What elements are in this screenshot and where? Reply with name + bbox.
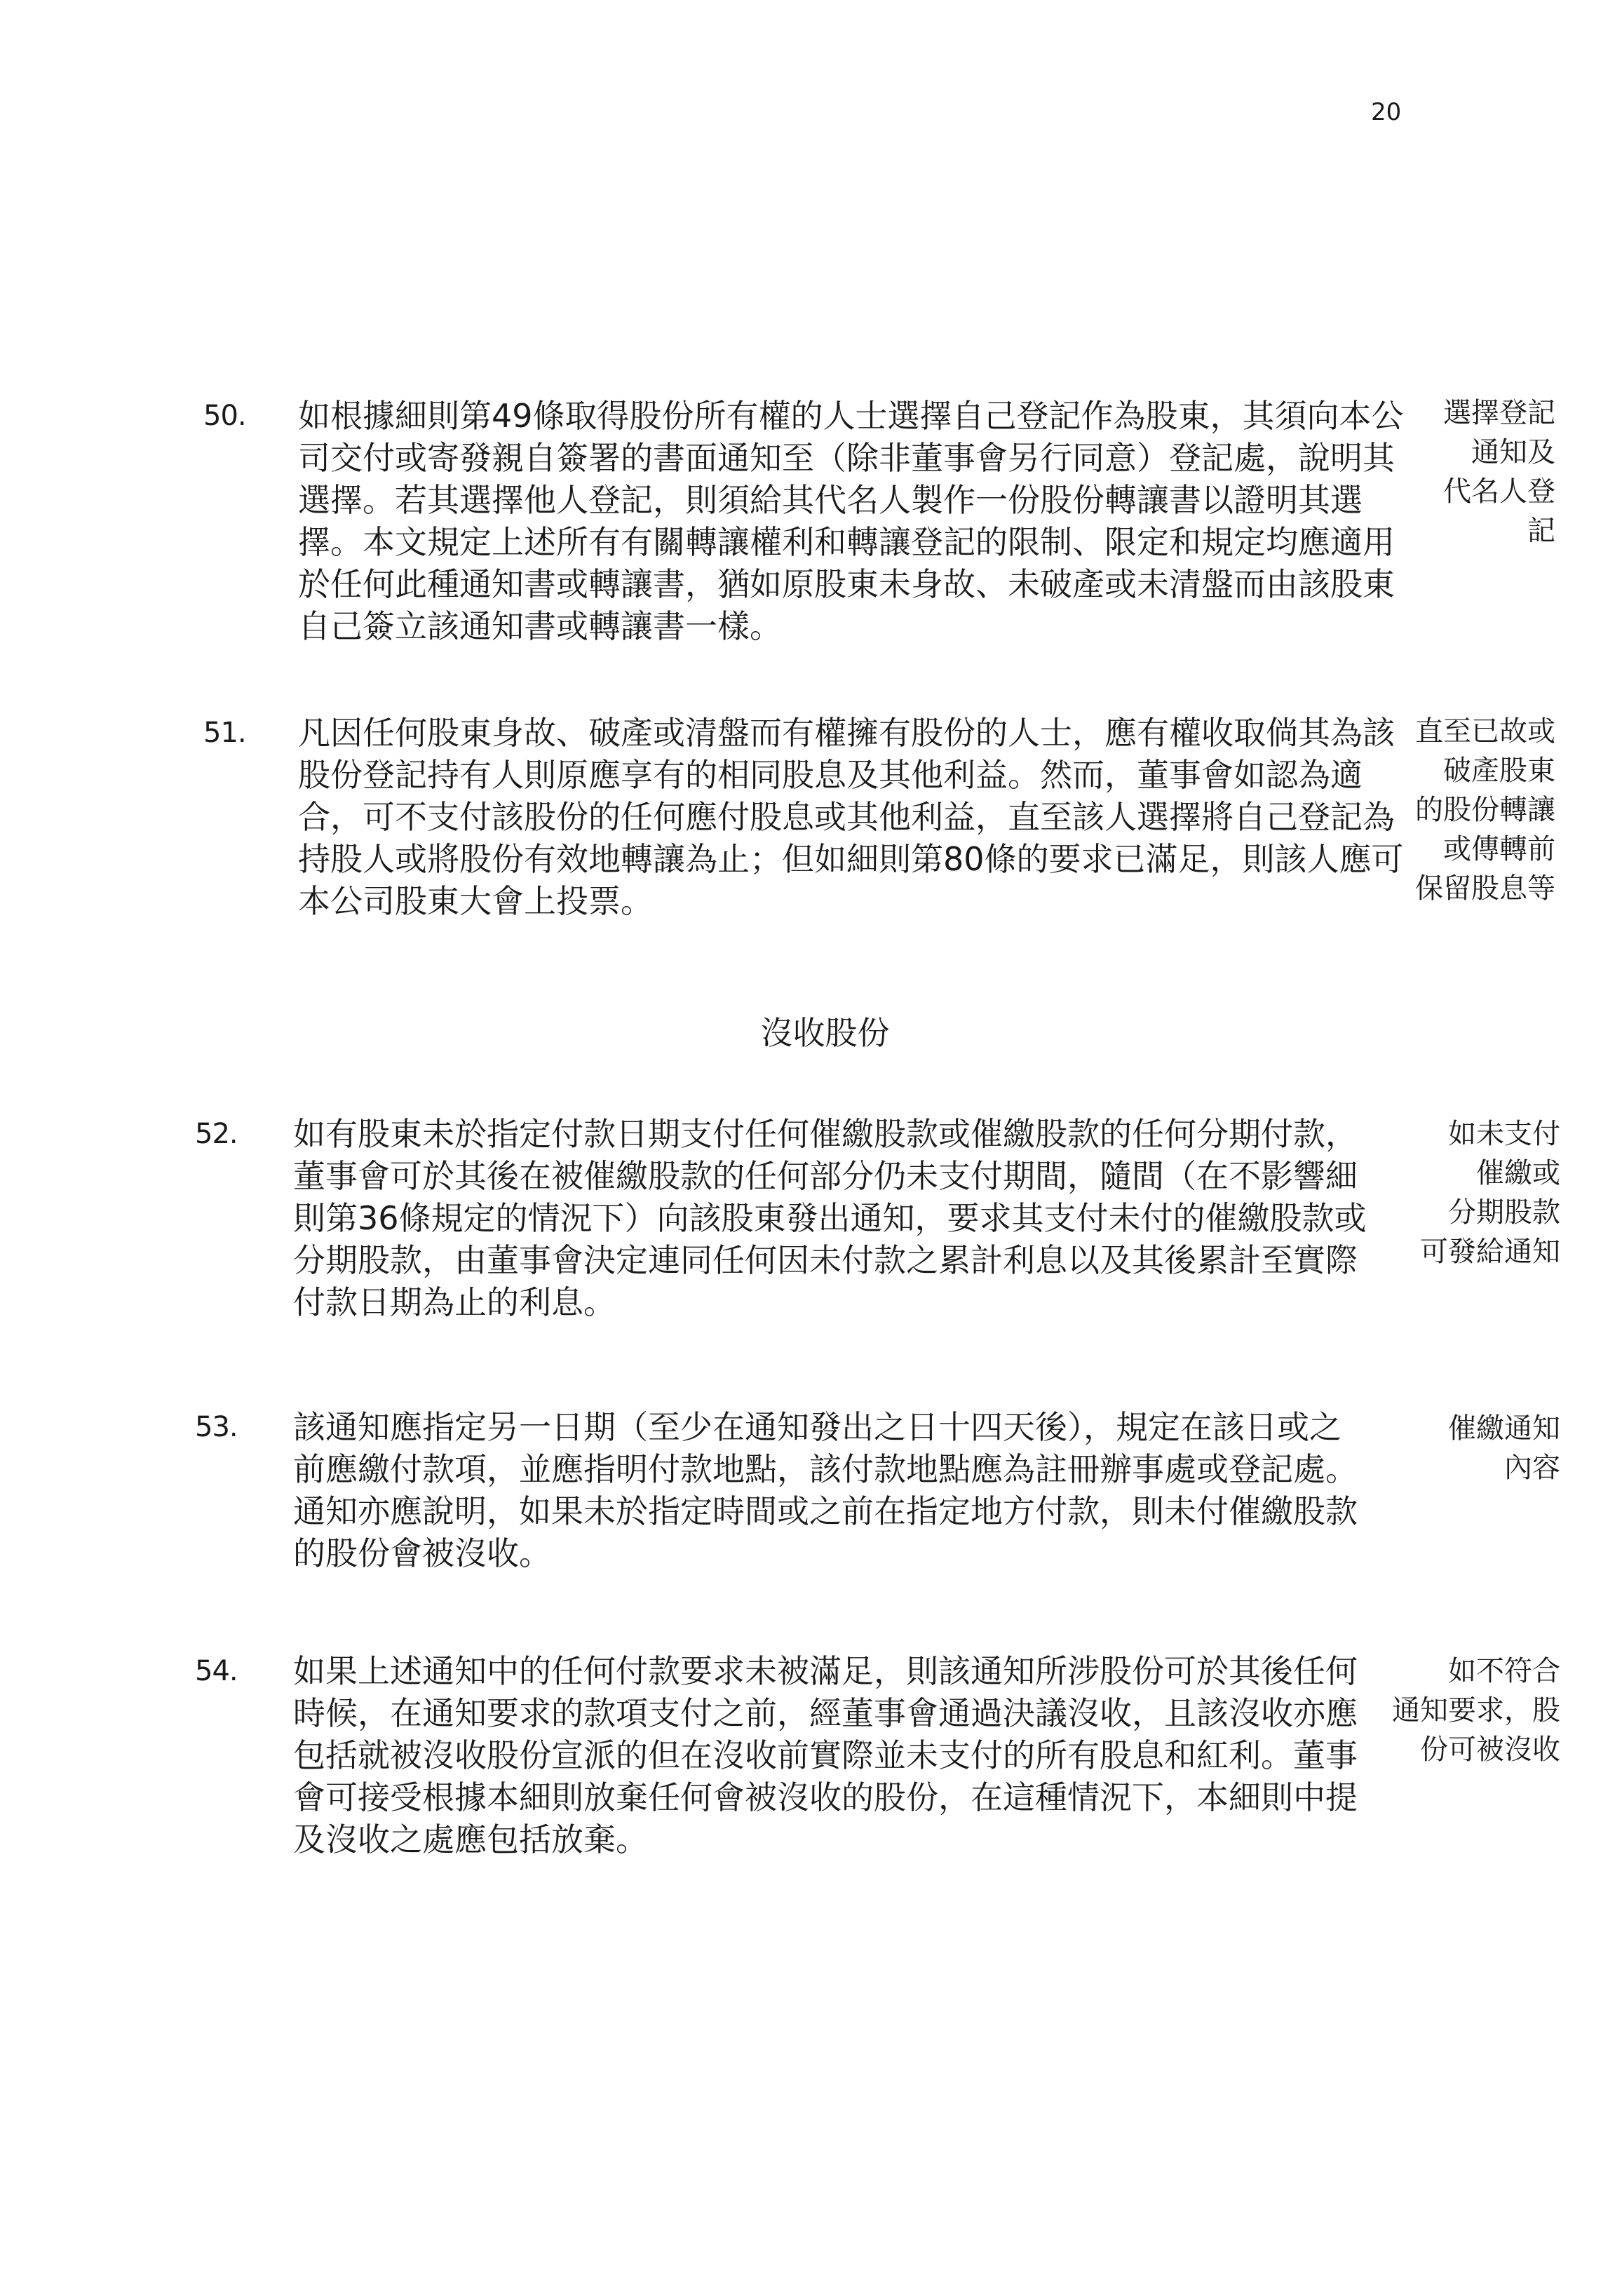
margin-note-line: 通知及	[1471, 436, 1555, 468]
clause-line: 股份登記持有人則原應享有的相同股息及其他利益。然而，董事會如認為適	[298, 756, 1363, 794]
margin-note	[1392, 1652, 1560, 1769]
clause-line: 選擇。若其選擇他人登記，則須給其代名人製作一份股份轉讓書以證明其選	[298, 481, 1363, 519]
clause-number: 52.	[195, 1118, 238, 1150]
margin-note-line: 份可被沒收	[1420, 1734, 1560, 1766]
clause-line: 分期股款，由董事會決定連同任何因未付款之累計利息以及其後累計至實際	[293, 1241, 1358, 1279]
page-number: 20	[1371, 98, 1402, 126]
clause-line: 包括就被沒收股份宣派的但在沒收前實際並未支付的所有股息和紅利。董事	[293, 1736, 1358, 1774]
margin-note-line: 破產股東	[1443, 755, 1555, 787]
margin-note-line: 催繳通知	[1448, 1412, 1560, 1445]
margin-note-line: 保留股息等	[1415, 872, 1555, 905]
margin-note-line: 選擇登記	[1443, 397, 1555, 429]
margin-note-line: 記	[1527, 515, 1555, 547]
clause-line: 通知亦應說明，如果未於指定時間或之前在指定地方付款，則未付催繳股款	[293, 1492, 1358, 1530]
clause-line: 時候，在通知要求的款項支付之前，經董事會通過決議沒收，且該沒收亦應	[293, 1694, 1358, 1732]
clause-text	[298, 395, 1404, 647]
clause-line: 司交付或寄發親自簽署的書面通知至（除非董事會另行同意）登記處，說明其	[298, 439, 1395, 477]
clause-line: 凡因任何股東身故、破產或清盤而有權擁有股份的人士，應有權收取倘其為該	[298, 714, 1395, 752]
clause-line: 該通知應指定另一日期（至少在通知發出之日十四天後），規定在該日或之	[293, 1408, 1341, 1446]
margin-note-line: 直至已故或	[1415, 715, 1555, 748]
section-heading: 沒收股份	[760, 1014, 890, 1052]
clause-line: 董事會可於其後在被催繳股款的任何部分仍未支付期間，隨間（在不影響細	[293, 1157, 1358, 1195]
clause-line: 會可接受根據本細則放棄任何會被沒收的股份，在這種情況下，本細則中提	[293, 1778, 1358, 1816]
clause-line: 合，可不支付該股份的任何應付股息或其他利益，直至該人選擇將自己登記為	[298, 798, 1395, 836]
margin-note-line: 的股份轉讓	[1415, 794, 1555, 826]
margin-note-line: 可發給通知	[1420, 1236, 1560, 1268]
clause-number: 50.	[203, 400, 246, 432]
margin-note	[1448, 1409, 1560, 1487]
clause-text	[298, 712, 1404, 922]
margin-note-line: 催繳或	[1476, 1157, 1560, 1189]
margin-note	[1443, 393, 1555, 551]
clause-line: 的股份會被沒收。	[293, 1534, 551, 1572]
clause-line: 擇。本文規定上述所有有關轉讓權利和轉讓登記的限制、限定和規定均應適用	[298, 523, 1395, 561]
clause-text	[293, 1406, 1358, 1574]
clause-line: 持股人或將股份有效地轉讓為止；但如細則第80條的要求已滿足，則該人應可	[298, 840, 1404, 878]
clause-number: 53.	[195, 1411, 238, 1443]
clause-text	[293, 1650, 1358, 1861]
clause-line: 則第36條規定的情況下）向該股東發出通知，要求其支付未付的催繳股款或	[293, 1199, 1367, 1237]
margin-note	[1415, 712, 1555, 908]
clause-line: 及沒收之處應包括放棄。	[293, 1821, 648, 1858]
clause-line: 如果上述通知中的任何付款要求未被滿足，則該通知所涉股份可於其後任何	[293, 1652, 1358, 1690]
clause-number: 51.	[203, 717, 246, 749]
clause-text	[293, 1113, 1367, 1323]
clause-number: 54.	[195, 1655, 238, 1687]
clause-line: 本公司股東大會上投票。	[298, 882, 653, 920]
clause-line: 於任何此種通知書或轉讓書，猶如原股東未身故、未破產或未清盤而由該股東	[298, 565, 1395, 603]
clause-line: 自己簽立該通知書或轉讓書一樣。	[298, 607, 782, 645]
clause-line: 如根據細則第49條取得股份所有權的人士選擇自己登記作為股東，其須向本公	[298, 397, 1404, 435]
margin-note-line: 代名人登	[1443, 475, 1555, 508]
margin-note	[1420, 1114, 1560, 1271]
margin-note-line: 如不符合	[1448, 1655, 1560, 1687]
margin-note-line: 通知要求，股	[1392, 1694, 1560, 1727]
margin-note-line: 內容	[1504, 1452, 1560, 1484]
margin-note-line: 如未支付	[1448, 1118, 1560, 1150]
clause-line: 如有股東未於指定付款日期支付任何催繳股款或催繳股款的任何分期付款，	[293, 1115, 1358, 1153]
clause-line: 前應繳付款項，並應指明付款地點，該付款地點應為註冊辦事處或登記處。	[293, 1450, 1358, 1488]
margin-note-line: 分期股款	[1448, 1196, 1560, 1229]
margin-note-line: 或傳轉前	[1443, 833, 1555, 865]
clause-line: 付款日期為止的利息。	[293, 1283, 616, 1321]
